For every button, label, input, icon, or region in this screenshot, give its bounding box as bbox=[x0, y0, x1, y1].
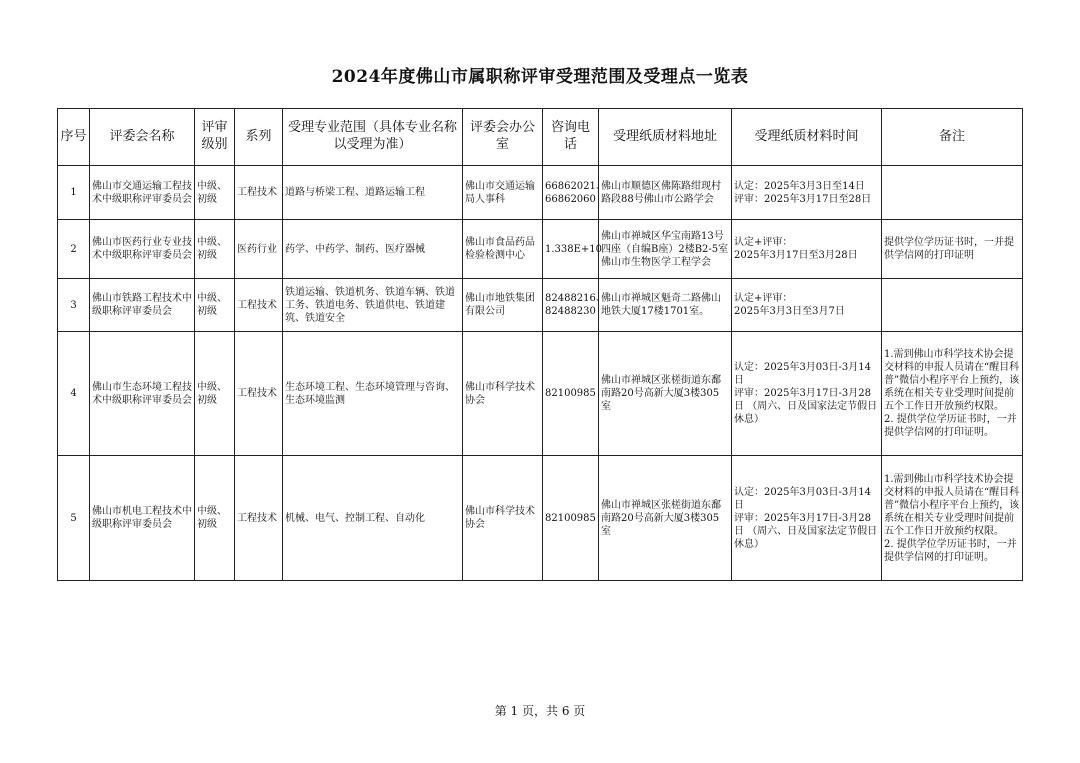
cell-scope: 药学、中药学、制药、医疗器械 bbox=[283, 220, 463, 279]
header-seq: 序号 bbox=[58, 109, 90, 166]
cell-address: 佛山市禅城区张槎街道东鄱南路20号高新大厦3楼305室 bbox=[599, 332, 732, 456]
cell-address: 佛山市禅城区华宝南路13号四座（自编B座）2楼B2-5室 佛山市生物医学工程学会 bbox=[599, 220, 732, 279]
cell-time-line: 评审：2025年3月17日-3月28日 （周六、日及国家法定节假日休息） bbox=[734, 388, 878, 425]
cell-note bbox=[882, 332, 1023, 456]
table-row bbox=[58, 166, 1023, 220]
table-row bbox=[58, 220, 1023, 279]
cell-office: 佛山市科学技术协会 bbox=[463, 456, 543, 581]
cell-committee: 佛山市交通运输工程技术中级职称评审委员会 bbox=[90, 166, 195, 220]
cell-time-line: 认定：2025年3月3日至14日 bbox=[734, 180, 865, 192]
header-scope: 受理专业范围（具体专业名称以受理为准） bbox=[283, 109, 463, 166]
cell-seq: 4 bbox=[58, 332, 90, 456]
cell-office: 佛山市科学技术协会 bbox=[463, 332, 543, 456]
header-office: 评委会办公室 bbox=[463, 109, 543, 166]
cell-office: 佛山市地铁集团有限公司 bbox=[463, 279, 543, 332]
cell-office: 佛山市交通运输局人事科 bbox=[463, 166, 543, 220]
table-row bbox=[58, 332, 1023, 456]
table-header-row bbox=[58, 109, 1023, 166]
cell-note bbox=[882, 279, 1023, 332]
header-address: 受理纸质材料地址 bbox=[599, 109, 732, 166]
cell-series: 医药行业 bbox=[235, 220, 283, 279]
cell-note-line: 1.需到佛山市科学技术协会提交材料的申报人员请在“醒目科普”微信小程序平台上预约，该系统在相关专业受理时间提前五个工作日开放预约权限。 bbox=[884, 473, 1020, 537]
cell-time bbox=[732, 220, 882, 279]
cell-note-line: 提供学位学历证书时，一并提供学信网的打印证明 bbox=[884, 237, 1014, 261]
cell-time bbox=[732, 332, 882, 456]
cell-time-line: 认定：2025年3月03日-3月14日 bbox=[734, 486, 872, 511]
cell-scope: 生态环境工程、生态环境管理与咨询、生态环境监测 bbox=[283, 332, 463, 456]
cell-time bbox=[732, 456, 882, 581]
cell-note bbox=[882, 456, 1023, 581]
cell-phone: 82100985 bbox=[543, 456, 599, 581]
cell-time-line: 评审：2025年3月17日-3月28日 （周六、日及国家法定节假日休息） bbox=[734, 512, 878, 550]
cell-time-line: 认定：2025年3月03日-3月14日 bbox=[734, 362, 872, 386]
cell-level: 中级、初级 bbox=[195, 279, 235, 332]
header-note: 备注 bbox=[882, 109, 1023, 166]
cell-phone: 66862021、66862060 bbox=[543, 166, 599, 220]
header-level: 评审级别 bbox=[195, 109, 235, 166]
cell-level: 中级、初级 bbox=[195, 332, 235, 456]
cell-time bbox=[732, 279, 882, 332]
table-row bbox=[58, 279, 1023, 332]
cell-address: 佛山市顺德区佛陈路绀现村路段88号佛山市公路学会 bbox=[599, 166, 732, 220]
cell-time-line: 2025年3月17日至3月28日 bbox=[734, 250, 858, 261]
cell-series: 工程技术 bbox=[235, 456, 283, 581]
cell-series: 工程技术 bbox=[235, 332, 283, 456]
cell-committee: 佛山市医药行业专业技术中级职称评审委员会 bbox=[90, 220, 195, 279]
header-time: 受理纸质材料时间 bbox=[732, 109, 882, 166]
cell-time bbox=[732, 166, 882, 220]
registration-table bbox=[57, 108, 1023, 581]
cell-office: 佛山市食品药品检验检测中心 bbox=[463, 220, 543, 279]
cell-seq: 2 bbox=[58, 220, 90, 279]
cell-time-line: 认定+评审： bbox=[734, 237, 793, 248]
cell-phone: 1.338E+10 bbox=[543, 220, 599, 279]
cell-time-line: 2025年3月3日至3月7日 bbox=[734, 306, 845, 317]
table-row bbox=[58, 456, 1023, 581]
cell-committee: 佛山市机电工程技术中级职称评审委员会 bbox=[90, 456, 195, 581]
page-footer: 第 1 页，共 6 页 bbox=[494, 704, 586, 718]
header-series: 系列 bbox=[235, 109, 283, 166]
cell-address: 佛山市禅城区张槎街道东鄱南路20号高新大厦3楼305室 bbox=[599, 456, 732, 581]
cell-scope: 铁道运输、铁道机务、铁道车辆、铁道工务、铁道电务、铁道供电、铁道建筑、铁道安全 bbox=[283, 279, 463, 332]
cell-note-line: 2. 提供学位学历证书时，一并提供学信网的打印证明。 bbox=[884, 414, 1017, 438]
cell-note-line: 2. 提供学位学历证书时，一并提供学信网的打印证明。 bbox=[884, 538, 1017, 563]
cell-phone: 82100985 bbox=[543, 332, 599, 456]
cell-note-line: 1.需到佛山市科学技术协会提交材料的申报人员请在“醒目科普”微信小程序平台上预约，该系统在相关专业受理时间提前五个工作日开放预约权限。 bbox=[884, 349, 1020, 412]
header-committee: 评委会名称 bbox=[90, 109, 195, 166]
cell-seq: 1 bbox=[58, 166, 90, 220]
cell-level: 中级、初级 bbox=[195, 166, 235, 220]
cell-scope: 机械、电气、控制工程、自动化 bbox=[283, 456, 463, 581]
cell-note bbox=[882, 166, 1023, 220]
cell-note bbox=[882, 220, 1023, 279]
cell-phone: 82488216、82488230 bbox=[543, 279, 599, 332]
cell-seq: 5 bbox=[58, 456, 90, 581]
cell-time-line: 评审：2025年3月17日至28日 bbox=[734, 193, 872, 205]
cell-time-line: 认定+评审： bbox=[734, 293, 793, 304]
cell-address: 佛山市禅城区魁奇二路佛山地铁大厦17楼1701室。 bbox=[599, 279, 732, 332]
cell-series: 工程技术 bbox=[235, 166, 283, 220]
cell-level: 中级、初级 bbox=[195, 220, 235, 279]
header-phone: 咨询电话 bbox=[543, 109, 599, 166]
cell-seq: 3 bbox=[58, 279, 90, 332]
cell-level: 中级、初级 bbox=[195, 456, 235, 581]
cell-committee: 佛山市生态环境工程技术中级职称评审委员会 bbox=[90, 332, 195, 456]
page-title: 2024年度佛山市属职称评审受理范围及受理点一览表 bbox=[331, 67, 749, 87]
cell-committee: 佛山市铁路工程技术中级职称评审委员会 bbox=[90, 279, 195, 332]
cell-scope: 道路与桥梁工程、道路运输工程 bbox=[283, 166, 463, 220]
cell-series: 工程技术 bbox=[235, 279, 283, 332]
